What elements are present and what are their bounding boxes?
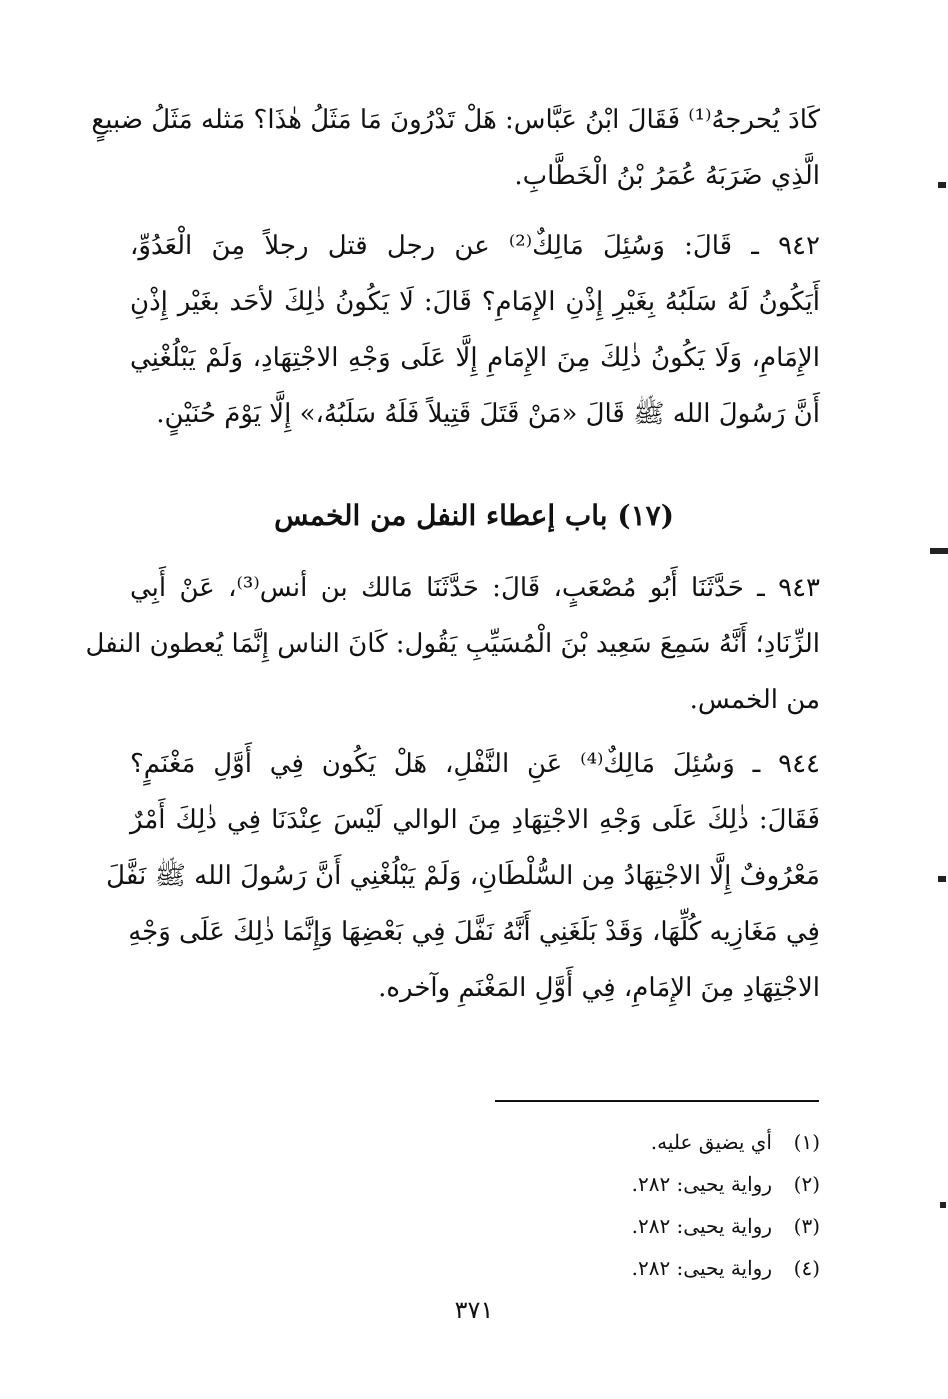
footnote-divider (495, 1100, 819, 1102)
text-line: أَيَكُونُ لَهُ سَلَبُهُ بِغَيْرِ إِذْنِ الإِمَامِ؟ قَالَ: لَا يَكُونُ ذٰلِكَ لأحَد بغَيْر إِذْنِ (130, 287, 820, 317)
text-line: ٩٤٤ ـ وَسُئِلَ مَالِكٌ⁽⁴⁾ عَنِ النَّفْلِ، هَلْ يَكُون فِي أَوَّلِ مَغْنَمٍ؟ (130, 749, 821, 779)
text-line: الاجْتِهَادِ مِنَ الإِمَامِ، فِي أَوَّلِ المَغْنَمِ وآخره. (378, 973, 820, 1003)
footnote (632, 1250, 820, 1286)
text-line: الزِّنَادِ؛ أَنَّهُ سَمِعَ سَعِيد بْنَ الْمُسَيِّبِ يَقُول: كَانَ الناس إِنَّمَا يُعطون النفل (85, 629, 820, 659)
text-line: الإِمَامِ، وَلَا يَكُونُ ذٰلِكَ مِنَ الإِمَامِ إِلَّا عَلَى وَجْهِ الاجْتِهَادِ، وَلَمْ يَبْلُغْنِي (130, 343, 820, 373)
text-line: مَعْرُوفٌ إِلَّا الاجْتِهَادُ مِن السُّلْطَانِ، وَلَمْ يَبْلُغْنِي أَنَّ رَسُولَ الله ﷺ نَفَّلَ (106, 861, 820, 891)
footnote-text: رواية يحيى: ٢٨٢. (631, 1214, 772, 1238)
text-line: أَنَّ رَسُولَ الله ﷺ قَالَ «مَنْ قَتَلَ قَتِيلاً فَلَهُ سَلَبُهُ،» إِلَّا يَوْمَ حُنَيْنٍ. (156, 399, 820, 429)
continuation-paragraph (91, 92, 820, 204)
footnote-number: (٣) (793, 1214, 820, 1238)
scan-mark (938, 876, 946, 882)
scan-mark (938, 182, 946, 188)
text-line: من الخمس. (689, 685, 820, 715)
text-line: فِي مَغَازِيه كُلِّهَا، وَقَدْ بَلَغَنِي أَنَّهُ نَفَّلَ فِي بَعْضِهَا وَإِنَّمَا ذٰلِكَ عَلَى وَجْهِ (128, 917, 820, 947)
text-line: ٩٤٣ ـ حَدَّثَنَا أَبُو مُصْعَبٍ، قَالَ: حَدَّثَنَا مَالك بن أنس⁽³⁾، عَنْ أَبِي (130, 573, 821, 603)
paragraph-943 (85, 560, 821, 728)
text-line: ٩٤٢ ـ قَالَ: وَسُئِلَ مَالِكٌ⁽²⁾ عن رجل قتل رجلاً مِنَ الْعَدُوِّ، (130, 231, 820, 261)
scan-mark (940, 1202, 946, 1208)
paragraph-942 (130, 218, 820, 442)
footnote-text: رواية يحيى: ٢٨٢. (631, 1172, 772, 1196)
footnote-text: أي يضيق عليه. (650, 1130, 772, 1154)
text-line: الَّذِي ضَرَبَهُ عُمَرُ بْنُ الْخَطَّابِ. (514, 161, 820, 191)
footnote-number: (١) (793, 1130, 820, 1154)
footnote (651, 1124, 820, 1160)
scan-mark (930, 548, 948, 554)
footnote-number: (٤) (793, 1256, 820, 1280)
footnote-number: (٢) (793, 1172, 820, 1196)
text-line: كَادَ يُحرجهُ⁽¹⁾ فَقَالَ ابْنُ عَبَّاس: هَلْ تَدْرُونَ مَا مَثَلُ هٰذَا؟ مَثله مَثَلُ ضبيعٍ (91, 105, 820, 135)
footnote (632, 1166, 820, 1202)
footnote-text: رواية يحيى: ٢٨٢. (631, 1256, 772, 1280)
page-number: ٣٧١ (454, 1296, 494, 1324)
footnote (632, 1208, 820, 1244)
paragraph-944 (106, 736, 821, 1016)
text-line: فَقَالَ: ذٰلِكَ عَلَى وَجْهِ الاجْتِهَادِ مِنَ الوالي لَيْسَ عِنْدَنَا فِي ذٰلِكَ أَمْرٌ (130, 805, 820, 835)
chapter-heading: (١٧) باب إعطاء النفل من الخمس (274, 499, 674, 532)
